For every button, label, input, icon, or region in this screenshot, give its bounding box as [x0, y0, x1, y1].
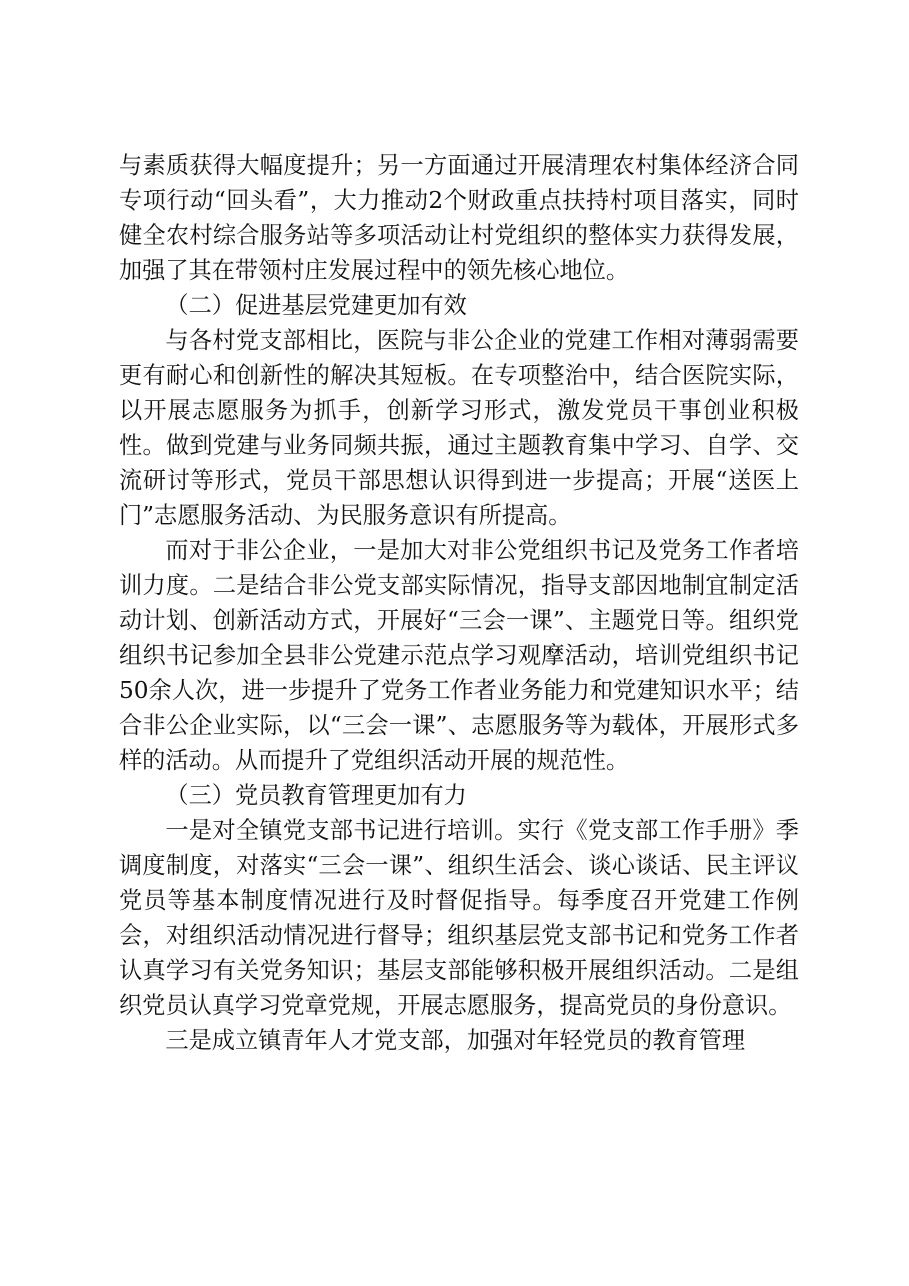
- section-heading-2: （二）促进基层党建更加有效: [165, 292, 467, 319]
- paragraph-non-public-enterprise: 而对于非公企业，一是加大对非公党组织书记及党务工作者培训力度。二是结合非公党支部实际情况，指导支部因地制宜制定活动计划、创新活动方式，开展好“三会一课”、主题党日等。组织党组织书记参加全县非公党建示范点学习观摩活动，培训党组织书记50余人次，进一步提升了党务工作者业务能力和党建知识水平；结合非公企业实际，以“三会一课”、志愿服务等为载体，开展形式多样的活动。从而提升了党组织活动开展的规范性。: [119, 537, 799, 774]
- paragraph-party-training: 一是对全镇党支部书记进行培训。实行《党支部工作手册》季调度制度，对落实“三会一课”、组织生活会、谈心谈话、民主评议党员等基本制度情况进行及时督促指导。每季度召开党建工作例会，对组织活动情况进行督导；组织基层党支部书记和党务工作者认真学习有关党务知识；基层支部能够积极开展组织活动。二是组织党员认真学习党章党规，开展志愿服务，提高党员的身份意识。: [119, 817, 799, 1019]
- paragraph-youth-branch: 三是成立镇青年人才党支部，加强对年轻党员的教育管理: [165, 1027, 746, 1054]
- paragraph-continued: 与素质获得大幅度提升；另一方面通过开展清理农村集体经济合同专项行动“回头看”，大力推动2个财政重点扶持村项目落实，同时健全农村综合服务站等多项活动让村党组织的整体实力获得发展，加强了其在带领村庄发展过程中的领先核心地位。: [119, 152, 799, 284]
- paragraph-hospital-enterprise: 与各村党支部相比，医院与非公企业的党建工作相对薄弱需要更有耐心和创新性的解决其短板。在专项整治中，结合医院实际，以开展志愿服务为抓手，创新学习形式，激发党员干事创业积极性。做到党建与业务同频共振，通过主题教育集中学习、自学、交流研讨等形式，党员干部思想认识得到进一步提高；开展“送医上门”志愿服务活动、为民服务意识有所提高。: [119, 327, 799, 529]
- section-heading-3: （三）党员教育管理更加有力: [165, 782, 467, 809]
- document-body: [119, 148, 799, 1058]
